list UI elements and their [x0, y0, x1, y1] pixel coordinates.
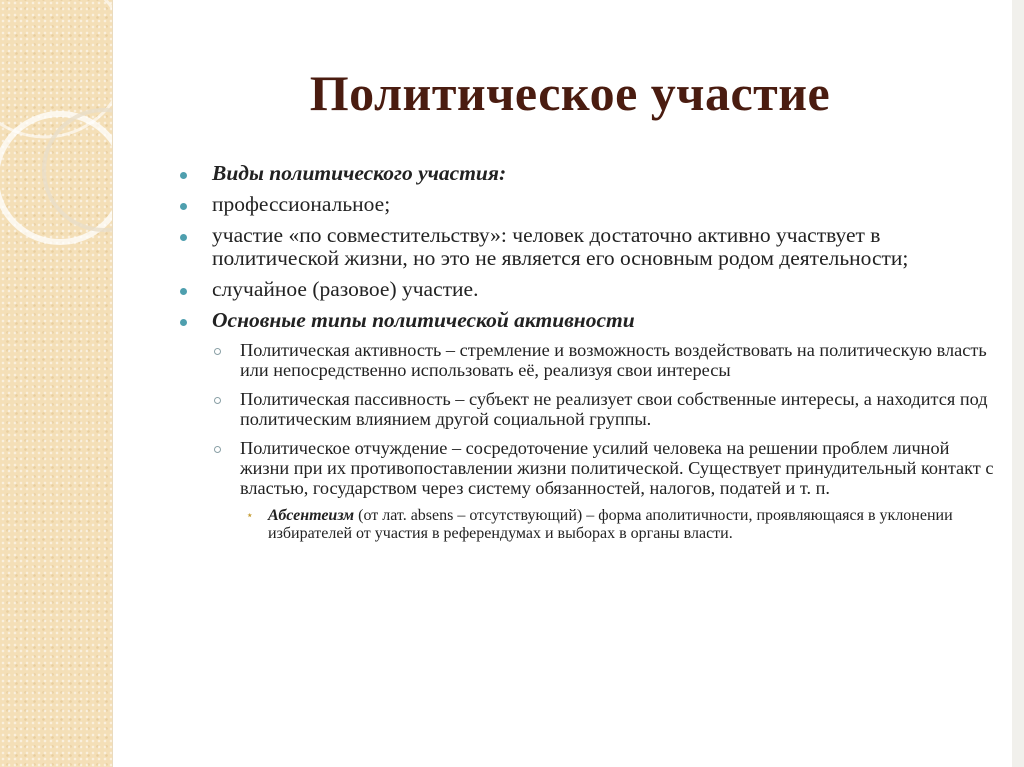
sub-list-item — [180, 389, 1000, 429]
bullet-dot-icon — [180, 288, 187, 295]
list-item — [180, 193, 1000, 216]
list-item-text: случайное (разовое) участие. — [212, 277, 479, 301]
list-item-text: Основные типы политической активности — [212, 308, 635, 332]
bullet-dot-icon — [180, 203, 187, 210]
slide-content — [180, 162, 1000, 549]
slide-title: Политическое участие — [309, 65, 831, 121]
sub-list-item — [180, 340, 1000, 380]
list-item — [180, 278, 1000, 301]
list-item — [180, 162, 1000, 185]
sub-list-item — [180, 438, 1000, 498]
bullet-circle-icon — [214, 348, 221, 355]
sub-list-item-text: Политическая активность – стремление и возможность воздействовать на политическую власть или непосредственно использовать её, реализуя свои интересы — [240, 340, 987, 380]
decorative-side-band — [0, 0, 113, 767]
bullet-dot-icon — [180, 234, 187, 241]
sub-list-item-text: Политическое отчуждение – сосредоточение усилий человека на решении проблем личной жизни при их противопоставлении жизни политической. Существует принудительный контакт с властью, государством через систему обязанностей, налогов, податей и т. п. — [240, 438, 994, 498]
bullet-circle-icon — [214, 397, 221, 404]
list-item — [180, 224, 1000, 270]
definition-text: (от лат. absens – отсутствующий) – форма аполитичности, проявляющаяся в уклонении избирателей от участия в референдумах и выборах в органы власти. — [268, 507, 953, 542]
list-item-text: Виды политического участия: — [212, 161, 507, 185]
bullet-dot-icon — [180, 319, 187, 326]
bullet-star-icon: ⋆ — [246, 508, 254, 522]
sub-list-item-text: Политическая пассивность – субъект не реализует свои собственные интересы, а находится под политическим влиянием другой социальной группы. — [240, 389, 988, 429]
list-item — [180, 309, 1000, 332]
list-item-text: профессиональное; — [212, 192, 391, 216]
sub-sub-list-item — [180, 507, 1000, 543]
term-text: Абсентеизм — [268, 507, 355, 524]
decorative-circles — [0, 0, 112, 767]
bullet-circle-icon — [214, 446, 221, 453]
list-item-text: участие «по совместительству»: человек достаточно активно участвует в политической жизни, но это не является его основным родом деятельности; — [212, 223, 909, 270]
bullet-dot-icon — [180, 172, 187, 179]
